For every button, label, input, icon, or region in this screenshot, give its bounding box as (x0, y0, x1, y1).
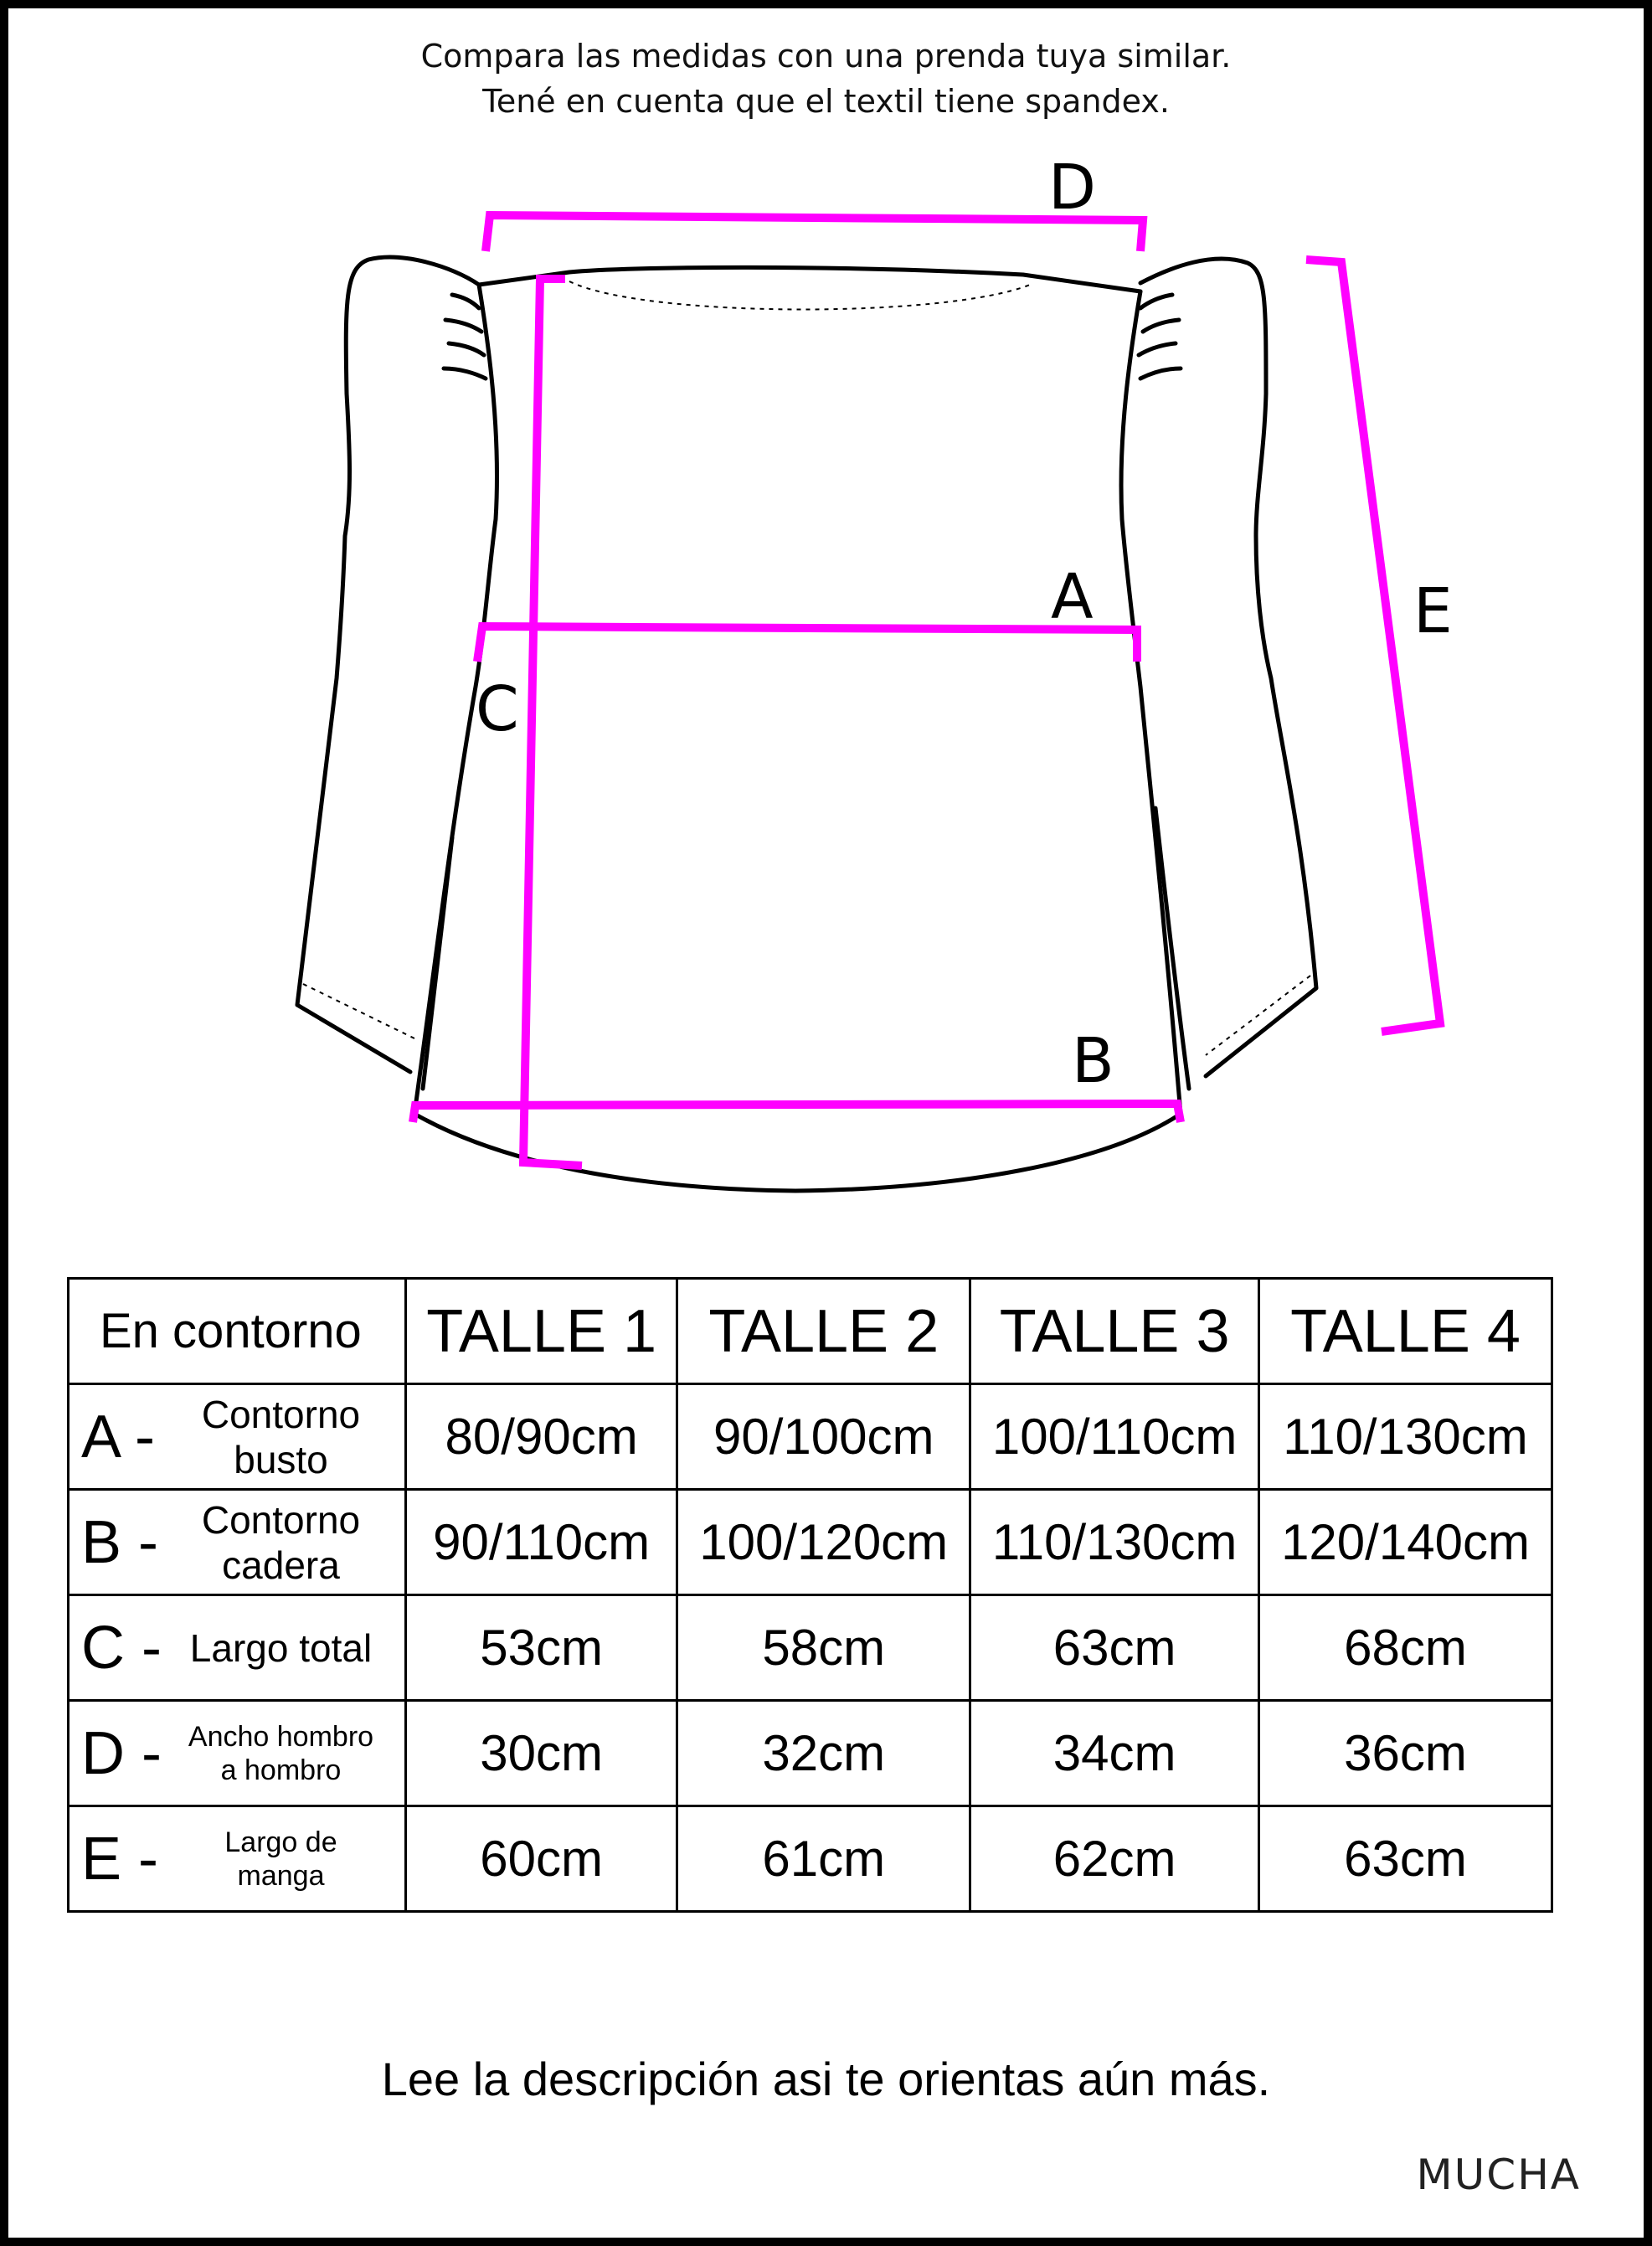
value-d-3: 34cm (970, 1701, 1259, 1806)
row-header-e (69, 1806, 406, 1912)
neckline-stitch (569, 281, 1030, 310)
value-b-4: 120/140cm (1259, 1490, 1552, 1595)
value-e-3: 62cm (970, 1806, 1259, 1912)
label-b: B (1072, 1025, 1114, 1097)
label-c: C (476, 673, 519, 745)
hem (414, 1114, 1181, 1191)
value-c-3: 63cm (970, 1595, 1259, 1701)
body-right-side (1121, 291, 1181, 1114)
size-header-3: TALLE 3 (970, 1279, 1259, 1384)
value-a-4: 110/130cm (1259, 1384, 1552, 1490)
size-header-2: TALLE 2 (677, 1279, 970, 1384)
stitch-lines (303, 281, 1310, 1055)
right-slit (1155, 808, 1189, 1089)
left-sleeve (297, 257, 479, 1072)
value-c-4: 68cm (1259, 1595, 1552, 1701)
instruction-line-1: Compara las medidas con una prenda tuya similar. (420, 38, 1232, 75)
table-row-c (69, 1595, 1552, 1701)
row-letter-a: A - (81, 1403, 156, 1471)
size-header-1: TALLE 1 (406, 1279, 677, 1384)
size-table (67, 1277, 1553, 1913)
row-name-d: Ancho hombro a hombro (188, 1720, 374, 1786)
value-e-2: 61cm (677, 1806, 970, 1912)
row-header-c (69, 1595, 406, 1701)
table-row-b (69, 1490, 1552, 1595)
brand-name: MUCHA (1416, 2151, 1581, 2199)
value-c-1: 53cm (406, 1595, 677, 1701)
row-header-a (69, 1384, 406, 1490)
measure-line-c (523, 279, 582, 1166)
value-d-2: 32cm (677, 1701, 970, 1806)
right-cuff-stitch (1206, 976, 1310, 1055)
value-a-3: 100/110cm (970, 1384, 1259, 1490)
value-b-1: 90/110cm (406, 1490, 677, 1595)
measure-lines (413, 215, 1440, 1166)
row-header-d (69, 1701, 406, 1806)
table-row-a (69, 1384, 1552, 1490)
left-shoulder-gathers (444, 295, 486, 379)
row-letter-e: E - (81, 1825, 159, 1893)
left-cuff-stitch (303, 984, 414, 1038)
value-b-3: 110/130cm (970, 1490, 1259, 1595)
value-a-2: 90/100cm (677, 1384, 970, 1490)
row-letter-d: D - (81, 1719, 162, 1787)
table-row-d (69, 1701, 1552, 1806)
row-letter-b: B - (81, 1508, 159, 1576)
row-name-a: Contorno busto (201, 1392, 361, 1481)
label-e: E (1413, 575, 1453, 647)
footer-note: Lee la descripción asi te orientas aún más. (381, 2053, 1271, 2105)
value-c-2: 58cm (677, 1595, 970, 1701)
table-row-e (69, 1806, 1552, 1912)
value-b-2: 100/120cm (677, 1490, 970, 1595)
row-name-c: Largo total (189, 1625, 373, 1670)
value-e-1: 60cm (406, 1806, 677, 1912)
label-a: A (1051, 561, 1094, 633)
row-name-e: Largo de manga (224, 1826, 337, 1892)
table-corner-label: En contorno (69, 1279, 406, 1384)
measure-line-d (486, 215, 1143, 251)
label-d: D (1048, 152, 1096, 224)
row-header-b (69, 1490, 406, 1595)
neckline (479, 267, 1140, 291)
measure-line-a (477, 626, 1137, 662)
value-d-1: 30cm (406, 1701, 677, 1806)
instruction-line-2: Tené en cuenta que el textil tiene spandex. (482, 83, 1170, 120)
size-header-4: TALLE 4 (1259, 1279, 1552, 1384)
left-slit (423, 837, 452, 1089)
table-header-row (69, 1279, 1552, 1384)
value-e-4: 63cm (1259, 1806, 1552, 1912)
value-d-4: 36cm (1259, 1701, 1552, 1806)
value-a-1: 80/90cm (406, 1384, 677, 1490)
garment-outline (297, 257, 1316, 1191)
right-shoulder-gathers (1139, 295, 1181, 379)
row-name-b: Contorno cadera (201, 1497, 361, 1587)
row-letter-c: C - (81, 1614, 162, 1682)
